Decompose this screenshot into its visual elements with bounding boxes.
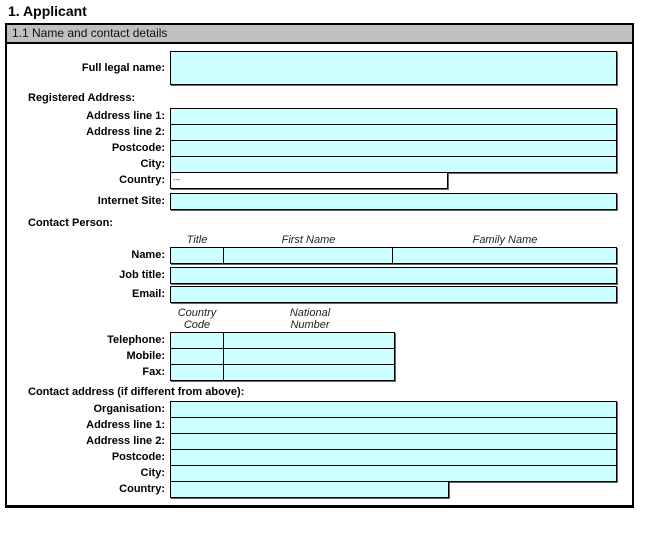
- contact-country-input[interactable]: [170, 481, 449, 498]
- contact-address-line-2-input[interactable]: [170, 433, 617, 450]
- mobile-country-code-input[interactable]: [170, 348, 224, 365]
- mobile-row: [7, 348, 632, 365]
- phone-header-national-number-line1: National: [289, 307, 331, 319]
- contact-address-line-2-row: [7, 433, 632, 450]
- registered-address-section-label: Registered Address:: [28, 92, 136, 104]
- reg-postcode-label: Postcode:: [111, 142, 165, 154]
- phone-header-country-code-line1: Country: [177, 307, 217, 319]
- reg-postcode-row: [7, 140, 632, 157]
- page-title: 1. Applicant: [8, 3, 87, 19]
- reg-address-line-1-label: Address line 1:: [86, 110, 165, 122]
- reg-postcode-input[interactable]: [170, 140, 617, 157]
- contact-postcode-row: [7, 449, 632, 466]
- internet-site-label: Internet Site:: [97, 195, 165, 207]
- contact-address-line-2-label: Address line 2:: [86, 435, 165, 447]
- section-header: 1.1 Name and contact details: [7, 25, 632, 44]
- contact-address-line-1-label: Address line 1:: [86, 419, 165, 431]
- name-family-name-input[interactable]: [392, 247, 617, 264]
- organisation-row: [7, 401, 632, 418]
- fax-country-code-input[interactable]: [170, 364, 224, 381]
- fax-label: Fax:: [142, 366, 165, 378]
- reg-city-input[interactable]: [170, 156, 617, 173]
- organisation-label: Organisation:: [93, 403, 165, 415]
- contact-postcode-input[interactable]: [170, 449, 617, 466]
- internet-site-input[interactable]: [170, 193, 617, 210]
- phone-stack: [7, 332, 632, 381]
- reg-city-row: [7, 156, 632, 173]
- mobile-national-number-input[interactable]: [223, 348, 395, 365]
- phone-header-national-number: [224, 307, 396, 331]
- reg-country-label: Country:: [119, 174, 165, 186]
- contact-address-section-label: Contact address (if different from above):: [28, 386, 245, 398]
- email-label: Email:: [131, 288, 165, 300]
- job-title-label: Job title:: [119, 269, 165, 281]
- contact-country-row: [7, 481, 632, 498]
- email-row: [7, 286, 632, 303]
- section-1-1-box: [5, 23, 634, 508]
- name-header-first-name: First Name: [281, 234, 336, 246]
- telephone-country-code-input[interactable]: [170, 332, 224, 349]
- reg-address-line-1-row: [7, 108, 632, 125]
- contact-city-input[interactable]: [170, 465, 617, 482]
- name-headers-row: [170, 234, 632, 246]
- fax-national-number-input[interactable]: [223, 364, 395, 381]
- reg-address-line-2-row: [7, 124, 632, 141]
- telephone-national-number-input[interactable]: [223, 332, 395, 349]
- phone-header-country-code: [170, 307, 224, 331]
- name-title-input[interactable]: [170, 247, 224, 264]
- full-legal-name-label: Full legal name:: [81, 61, 165, 74]
- organisation-input[interactable]: [170, 401, 617, 418]
- contact-city-row: [7, 465, 632, 482]
- phone-header-national-number-line2: Number: [290, 319, 330, 331]
- email-input[interactable]: [170, 286, 617, 303]
- internet-site-row: [7, 193, 632, 210]
- applicant-form-page: [0, 3, 645, 508]
- contact-address-line-1-input[interactable]: [170, 417, 617, 434]
- phone-headers-row: [170, 307, 632, 331]
- reg-address-line-2-input[interactable]: [170, 124, 617, 141]
- name-label: Name:: [131, 249, 165, 261]
- reg-address-line-2-label: Address line 2:: [86, 126, 165, 138]
- name-header-title: Title: [186, 234, 208, 246]
- registered-address-stack: [7, 108, 632, 189]
- contact-person-section-label: Contact Person:: [28, 217, 113, 229]
- full-legal-name-input[interactable]: [170, 51, 617, 85]
- form-body: [7, 44, 632, 505]
- job-title-input[interactable]: [170, 267, 617, 284]
- full-legal-name-row: [7, 51, 632, 85]
- telephone-row: [7, 332, 632, 349]
- contact-postcode-label: Postcode:: [111, 451, 165, 463]
- contact-city-label: City:: [140, 467, 165, 479]
- reg-address-line-1-input[interactable]: [170, 108, 617, 125]
- name-first-name-input[interactable]: [223, 247, 393, 264]
- contact-address-line-1-row: [7, 417, 632, 434]
- reg-city-label: City:: [140, 158, 165, 170]
- reg-country-select[interactable]: ---: [170, 172, 448, 189]
- telephone-label: Telephone:: [107, 334, 165, 346]
- reg-country-row: [7, 172, 632, 189]
- contact-country-label: Country:: [119, 483, 165, 495]
- mobile-label: Mobile:: [126, 350, 165, 362]
- fax-row: [7, 364, 632, 381]
- phone-header-country-code-line2: Code: [183, 319, 211, 331]
- contact-address-stack: [7, 401, 632, 498]
- name-header-family-name: Family Name: [472, 234, 538, 246]
- job-title-row: [7, 267, 632, 284]
- name-row: [7, 247, 632, 264]
